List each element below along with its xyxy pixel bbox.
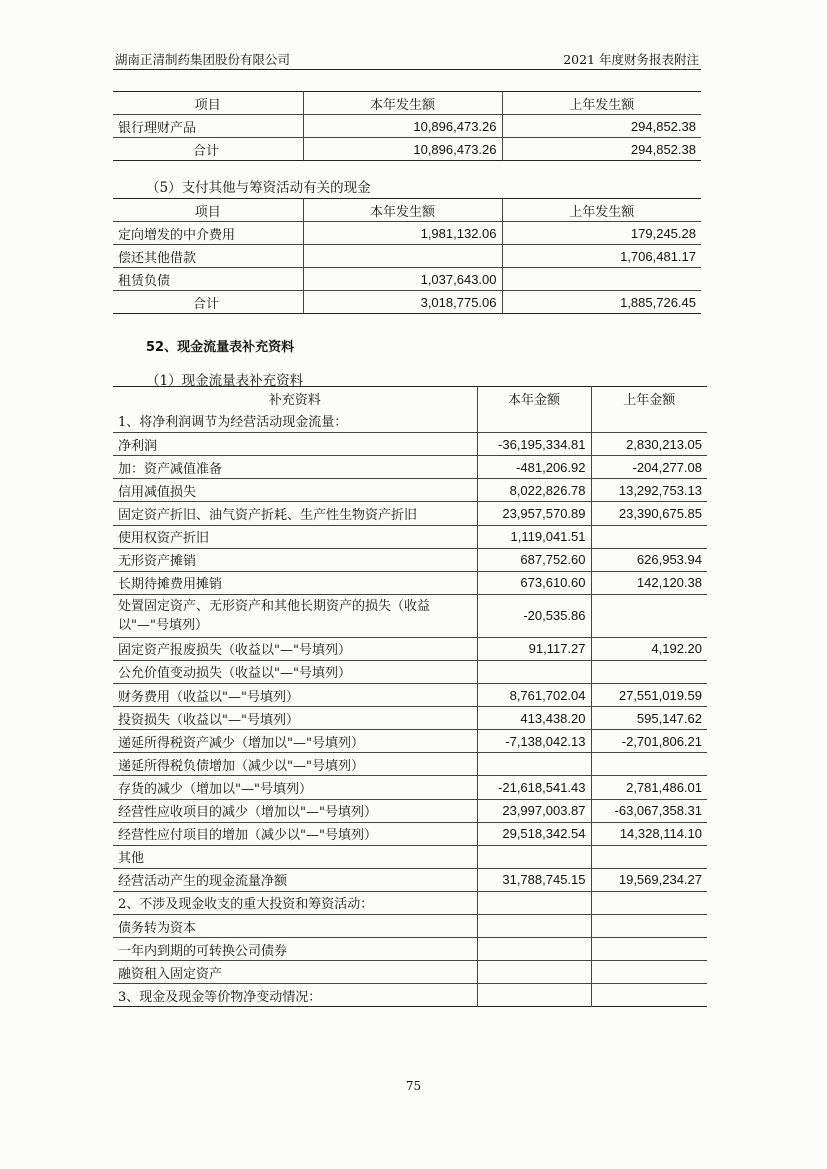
item-cell: 3、现金及现金等价物净变动情况： — [118, 989, 322, 1005]
current-year-cell: 23,997,003.87 — [477, 799, 591, 822]
item-cell: 无形资产摊销 — [113, 548, 477, 571]
prior-year-cell — [591, 845, 707, 868]
item-cell: 递延所得税负债增加（减少以"—"号填列） — [113, 753, 477, 776]
current-year-cell — [477, 984, 591, 1007]
page-number: 75 — [405, 1079, 422, 1093]
table-header-row — [113, 199, 701, 222]
section52-caption: （1）现金流量表补充资料 — [146, 373, 304, 389]
header-cell: 本年金额 — [477, 387, 591, 410]
current-year-cell: 10,896,473.26 — [303, 115, 502, 138]
item-cell: 处置固定资产、无形资产和其他长期资产的损失（收益以"—"号填列） — [113, 594, 477, 637]
table-row — [113, 456, 707, 479]
total-row — [113, 138, 701, 161]
item-cell: 其他 — [113, 845, 477, 868]
current-year-cell — [477, 938, 591, 961]
prior-year-cell: 1,706,481.17 — [502, 245, 701, 268]
table-row — [113, 222, 701, 245]
page-header — [113, 46, 701, 70]
table-row — [113, 776, 707, 799]
table-row — [113, 245, 701, 268]
current-year-cell: 31,788,745.15 — [477, 868, 591, 891]
item-cell: 信用减值损失 — [113, 479, 477, 502]
current-year-cell — [477, 914, 591, 937]
prior-year-cell: -2,701,806.21 — [591, 730, 707, 753]
current-year-cell: 8,022,826.78 — [477, 479, 591, 502]
current-year-cell: 91,117.27 — [477, 637, 591, 660]
prior-year-cell: 595,147.62 — [591, 707, 707, 730]
financing-cash-table — [113, 198, 701, 314]
prior-year-cell: 2,781,486.01 — [591, 776, 707, 799]
item-cell: 经营性应收项目的减少（增加以"—"号填列） — [113, 799, 477, 822]
total-label: 合计 — [193, 143, 220, 159]
current-year-cell: 413,438.20 — [477, 707, 591, 730]
prior-year-cell — [591, 660, 707, 683]
item-cell: 定向增发的中介费用 — [113, 222, 303, 245]
prior-year-cell — [591, 961, 707, 984]
item-cell: 1、将净利润调节为经营活动现金流量： — [113, 410, 477, 433]
prior-year-cell — [591, 594, 707, 637]
current-year-cell: 687,752.60 — [477, 548, 591, 571]
current-year-cell — [477, 845, 591, 868]
table-row — [113, 502, 707, 525]
total-prior: 294,852.38 — [502, 138, 701, 161]
item-cell: 长期待摊费用摊销 — [113, 571, 477, 594]
item-cell: 财务费用（收益以"—"号填列） — [113, 684, 477, 707]
table-row — [113, 548, 707, 571]
item-cell: 银行理财产品 — [113, 115, 303, 138]
item-cell: 债务转为资本 — [113, 914, 477, 937]
table-row — [113, 914, 707, 937]
prior-year-cell — [591, 525, 707, 548]
table-row — [113, 660, 707, 683]
prior-year-cell: -204,277.08 — [591, 456, 707, 479]
table-row — [113, 707, 707, 730]
prior-year-cell — [591, 938, 707, 961]
current-year-cell: 29,518,342.54 — [477, 822, 591, 845]
table-row — [113, 822, 707, 845]
prior-year-cell: 294,852.38 — [502, 115, 701, 138]
table-row — [113, 525, 707, 548]
table-row — [113, 730, 707, 753]
current-year-cell: -36,195,334.81 — [477, 433, 591, 456]
prior-year-cell: 14,328,114.10 — [591, 822, 707, 845]
prior-year-cell: 13,292,753.13 — [591, 479, 707, 502]
section52-title: 52、现金流量表补充资料 — [146, 340, 295, 355]
cashflow-supplement-body — [113, 410, 707, 1007]
item-cell: 净利润 — [113, 433, 477, 456]
current-year-cell — [477, 753, 591, 776]
table-row — [113, 479, 707, 502]
header-cell: 上年发生额 — [502, 199, 701, 222]
item-cell: 经营活动产生的现金流量净额 — [113, 868, 477, 891]
current-year-cell: -20,535.86 — [477, 594, 591, 637]
item-cell: 递延所得税资产减少（增加以"—"号填列） — [113, 730, 477, 753]
prior-year-cell: 23,390,675.85 — [591, 502, 707, 525]
prior-year-cell — [502, 268, 701, 291]
prior-year-cell: 626,953.94 — [591, 548, 707, 571]
item-cell: 公允价值变动损失（收益以"—"号填列） — [113, 660, 477, 683]
header-cell: 本年发生额 — [303, 92, 502, 115]
item-cell: 加：资产减值准备 — [113, 456, 477, 479]
prior-year-cell — [591, 914, 707, 937]
table-row — [113, 637, 707, 660]
table-row — [113, 433, 707, 456]
total-prior: 1,885,726.45 — [502, 291, 701, 314]
table-row — [113, 594, 707, 637]
current-year-cell: 1,037,643.00 — [303, 268, 502, 291]
header-cell: 上年发生额 — [502, 92, 701, 115]
total-row — [113, 291, 701, 314]
table-row — [113, 891, 707, 914]
company-name: 湖南正清制药集团股份有限公司 — [115, 52, 291, 67]
table-header-row — [113, 92, 701, 115]
current-year-cell: -481,206.92 — [477, 456, 591, 479]
current-year-cell: -7,138,042.13 — [477, 730, 591, 753]
section5-caption: （5）支付其他与筹资活动有关的现金 — [146, 180, 371, 196]
prior-year-cell: 4,192.20 — [591, 637, 707, 660]
item-cell: 租赁负债 — [113, 268, 303, 291]
current-year-cell — [303, 245, 502, 268]
table-row — [113, 268, 701, 291]
table-row — [113, 684, 707, 707]
table-row — [113, 984, 707, 1007]
table-row — [113, 753, 707, 776]
prior-year-cell — [591, 753, 707, 776]
item-cell: 投资损失（收益以"—"号填列） — [113, 707, 477, 730]
current-year-cell — [477, 961, 591, 984]
current-year-cell: 23,957,570.89 — [477, 502, 591, 525]
item-cell: 偿还其他借款 — [113, 245, 303, 268]
header-cell: 上年金额 — [591, 387, 707, 410]
item-cell: 经营性应付项目的增加（减少以"—"号填列） — [113, 822, 477, 845]
table-row — [113, 938, 707, 961]
prior-year-cell: 27,551,019.59 — [591, 684, 707, 707]
table-row — [113, 845, 707, 868]
prior-year-cell — [591, 984, 707, 1007]
item-cell: 存货的减少（增加以"—"号填列） — [113, 776, 477, 799]
header-cell: 本年发生额 — [303, 199, 502, 222]
total-current: 3,018,775.06 — [303, 291, 502, 314]
item-cell: 融资租入固定资产 — [113, 961, 477, 984]
current-year-cell: 1,981,132.06 — [303, 222, 502, 245]
prior-year-cell — [591, 410, 707, 433]
total-current: 10,896,473.26 — [303, 138, 502, 161]
prior-year-cell: 179,245.28 — [502, 222, 701, 245]
header-cell: 项目 — [113, 92, 303, 115]
current-year-cell — [477, 410, 591, 433]
header-cell: 项目 — [113, 199, 303, 222]
current-year-cell: -21,618,541.43 — [477, 776, 591, 799]
prior-year-cell: 19,569,234.27 — [591, 868, 707, 891]
prior-year-cell: 2,830,213.05 — [591, 433, 707, 456]
header-cell: 补充资料 — [268, 392, 321, 408]
current-year-cell — [477, 660, 591, 683]
table-row — [113, 799, 707, 822]
current-year-cell: 673,610.60 — [477, 571, 591, 594]
item-cell: 一年内到期的可转换公司债券 — [113, 938, 477, 961]
table-row — [113, 115, 701, 138]
table-row — [113, 961, 707, 984]
current-year-cell: 8,761,702.04 — [477, 684, 591, 707]
table-header-row — [113, 387, 707, 410]
table-row — [113, 571, 707, 594]
item-cell: 固定资产折旧、油气资产折耗、生产性生物资产折旧 — [113, 502, 477, 525]
item-cell: 使用权资产折旧 — [113, 525, 477, 548]
total-label: 合计 — [193, 296, 220, 312]
prior-year-cell — [591, 891, 707, 914]
item-cell: 固定资产报废损失（收益以"—"号填列） — [113, 637, 477, 660]
current-year-cell — [477, 891, 591, 914]
prior-year-cell: 142,120.38 — [591, 571, 707, 594]
item-cell: 2、不涉及现金收支的重大投资和筹资活动： — [113, 891, 477, 914]
cashflow-supplement-table — [113, 386, 707, 1007]
table-row — [113, 410, 707, 433]
document-title: 2021 年度财务报表附注 — [563, 52, 699, 67]
current-year-cell: 1,119,041.51 — [477, 525, 591, 548]
other-cash-table — [113, 91, 701, 161]
prior-year-cell: -63,067,358.31 — [591, 799, 707, 822]
table-row — [113, 868, 707, 891]
